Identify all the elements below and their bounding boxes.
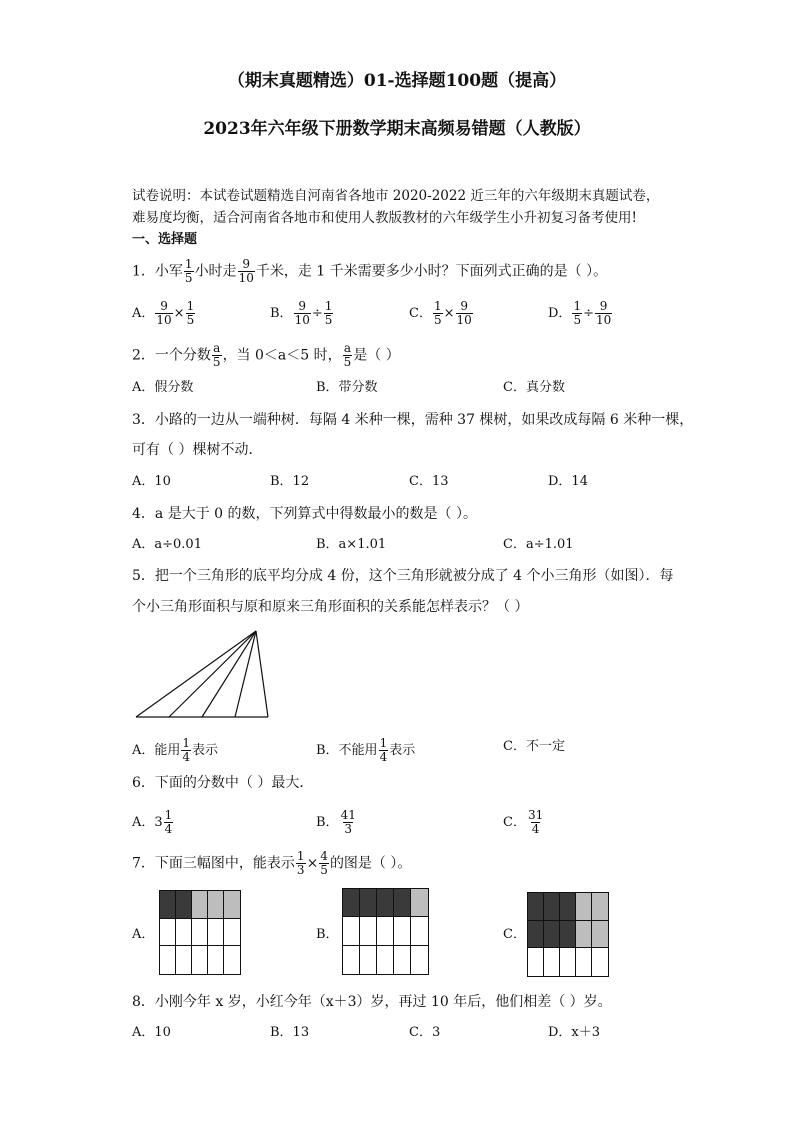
q6-option-b[interactable]: B． $\frac{41}{3}$ <box>316 808 356 836</box>
grid-cell <box>394 889 411 917</box>
grid-cell <box>560 921 576 949</box>
question-3-line-2: 可有（ ）棵树不动． <box>132 442 263 458</box>
q3-option-d[interactable]: D．14 <box>548 474 588 489</box>
triangle-figure <box>130 626 275 722</box>
q2-option-a[interactable]: A．假分数 <box>132 380 194 395</box>
q1-option-c[interactable]: C． $\frac{1}{5}$ × $\frac{9}{10}$ <box>409 299 472 327</box>
q8-option-b[interactable]: B．13 <box>270 1025 310 1040</box>
grid-cell <box>192 919 208 947</box>
fraction: $\frac{9}{10}$ <box>238 257 254 285</box>
grid-cell <box>544 948 560 976</box>
q7-grid-b[interactable] <box>342 888 429 975</box>
question-5-line-1: 5．把一个三角形的底平均分成 4 份，这个三角形就被分成了 4 个小三角形（如图）．每 <box>132 568 674 584</box>
grid-cell <box>208 946 224 974</box>
question-8: 8．小刚今年 x 岁，小红今年（x＋3）岁，再过 10 年后，他们相差（ ）岁。 <box>132 994 612 1010</box>
q3-option-b[interactable]: B．12 <box>270 474 310 489</box>
grid-cell <box>343 889 360 917</box>
q5-option-c[interactable]: C．不一定 <box>503 739 565 754</box>
grid-cell <box>192 946 208 974</box>
q1-option-b[interactable]: B． $\frac{9}{10}$ ÷ $\frac{1}{5}$ <box>270 299 333 327</box>
q5-option-b[interactable]: B．不能用 $\frac{1}{4}$ 表示 <box>316 736 416 764</box>
grid-cell <box>208 891 224 919</box>
question-6: 6．下面的分数中（ ）最大． <box>132 775 314 791</box>
question-3-line-1: 3．小路的一边从一端种树．每隔 4 米种一棵，需种 37 棵树，如果改成每隔 6 米种一棵， <box>132 412 694 428</box>
grid-cell <box>576 948 592 976</box>
q7-option-a-label[interactable]: A． <box>132 927 155 942</box>
grid-cell <box>208 919 224 947</box>
grid-cell <box>160 891 176 919</box>
q3-option-c[interactable]: C．13 <box>409 474 449 489</box>
q6-option-a[interactable]: A． 3 $\frac{1}{4}$ <box>132 808 173 836</box>
q2-option-c[interactable]: C．真分数 <box>503 380 565 395</box>
grid-cell <box>224 891 240 919</box>
grid-cell <box>544 893 560 921</box>
grid-cell <box>576 921 592 949</box>
grid-cell <box>411 917 428 945</box>
q8-option-a[interactable]: A．10 <box>132 1025 171 1040</box>
q7-grid-a[interactable] <box>159 890 241 975</box>
grid-cell <box>160 919 176 947</box>
intro-line-1: 试卷说明：本试卷试题精选自河南省各地市 2020-2022 近三年的六年级期末真题试卷， <box>132 188 660 204</box>
grid-cell <box>576 893 592 921</box>
question-5-line-2: 个小三角形面积与原和原来三角形面积的关系能怎样表示？（ ） <box>132 599 529 615</box>
grid-cell <box>360 946 377 974</box>
q7-option-b-label[interactable]: B． <box>316 927 339 942</box>
grid-cell <box>411 946 428 974</box>
grid-cell <box>592 921 608 949</box>
grid-cell <box>394 917 411 945</box>
grid-cell <box>528 893 544 921</box>
q3-option-a[interactable]: A．10 <box>132 474 171 489</box>
section-heading: 一、选择题 <box>132 232 198 247</box>
q1-option-a[interactable]: A． $\frac{9}{10}$ × $\frac{1}{5}$ <box>132 299 195 327</box>
intro-line-2: 难易度均衡，适合河南省各地市和使用人教版教材的六年级学生小升初复习备考使用! <box>132 210 637 226</box>
q8-option-c[interactable]: C．3 <box>409 1025 441 1040</box>
grid-cell <box>176 919 192 947</box>
grid-cell <box>592 893 608 921</box>
q8-option-d[interactable]: D．x＋3 <box>548 1025 601 1040</box>
grid-cell <box>224 946 240 974</box>
question-7: 7．下面三幅图中，能表示 $\frac{1}{3}$ × $\frac{4}{5}$ 的图是（ ）。 <box>132 849 412 877</box>
title-line-2: 2023年六年级下册数学期末高频易错题（人教版） <box>203 119 591 139</box>
grid-cell <box>377 917 394 945</box>
q2-option-b[interactable]: B．带分数 <box>316 380 378 395</box>
grid-cell <box>544 921 560 949</box>
grid-cell <box>377 889 394 917</box>
grid-cell <box>560 893 576 921</box>
title-line-1: （期末真题精选）01-选择题100题（提高） <box>227 71 567 91</box>
grid-cell <box>176 891 192 919</box>
grid-cell <box>360 917 377 945</box>
q1-option-d[interactable]: D． $\frac{1}{5}$ ÷ $\frac{9}{10}$ <box>548 299 612 327</box>
q7-option-c-label[interactable]: C． <box>503 927 526 942</box>
grid-cell <box>343 946 360 974</box>
fraction: $\frac{1}{5}$ <box>184 257 193 285</box>
grid-cell <box>528 921 544 949</box>
grid-cell <box>360 889 377 917</box>
grid-cell <box>560 948 576 976</box>
grid-cell <box>176 946 192 974</box>
question-4: 4．a 是大于 0 的数，下列算式中得数最小的数是（ ）。 <box>132 506 477 522</box>
question-1: 1．小军 $\frac{1}{5}$ 小时走 $\frac{9}{10}$ 千米，走 1 千米需要多少小时？下面列式正确的是（ ）。 <box>132 257 608 285</box>
q5-option-a[interactable]: A．能用 $\frac{1}{4}$ 表示 <box>132 736 219 764</box>
grid-cell <box>411 889 428 917</box>
q4-option-b[interactable]: B．a×1.01 <box>316 537 387 552</box>
q7-grid-c[interactable] <box>527 892 609 977</box>
q6-option-c[interactable]: C． $\frac{31}{4}$ <box>503 808 544 836</box>
grid-cell <box>343 917 360 945</box>
grid-cell <box>528 948 544 976</box>
grid-cell <box>394 946 411 974</box>
question-2: 2．一个分数 $\frac{a}{5}$ ，当 0＜a＜5 时， $\frac{a}{5}$ 是（ ） <box>132 341 400 369</box>
q4-option-c[interactable]: C．a÷1.01 <box>503 537 574 552</box>
grid-cell <box>592 948 608 976</box>
q4-option-a[interactable]: A．a÷0.01 <box>132 537 202 552</box>
grid-cell <box>192 891 208 919</box>
grid-cell <box>377 946 394 974</box>
grid-cell <box>224 919 240 947</box>
grid-cell <box>160 946 176 974</box>
